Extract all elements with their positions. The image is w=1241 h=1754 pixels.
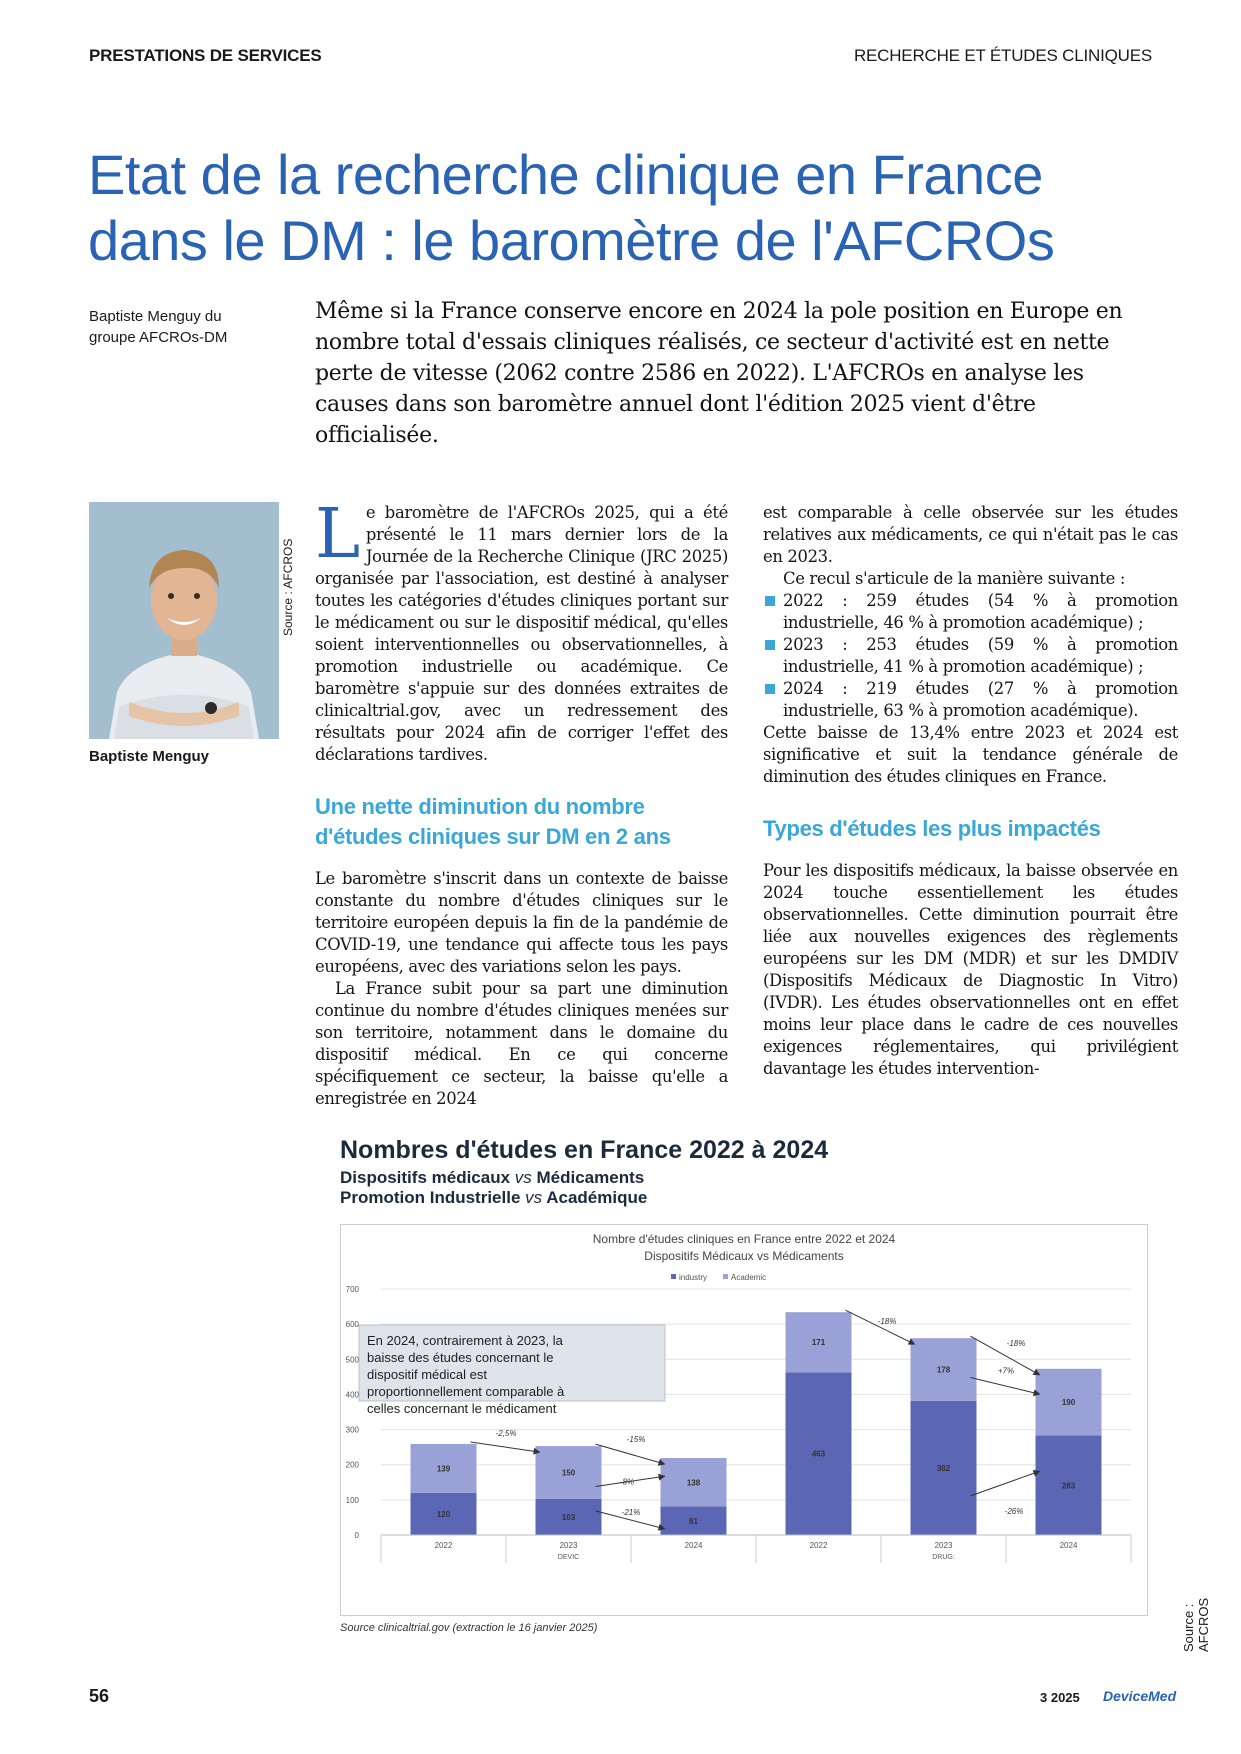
trend-percent-label: -8%	[619, 1477, 635, 1487]
x-tick-label: 2022	[434, 1541, 453, 1550]
bar-value-label: 382	[936, 1463, 951, 1473]
x-tick-label: 2024	[684, 1541, 703, 1550]
y-tick-label: 300	[345, 1425, 359, 1435]
author-portrait-image	[89, 502, 279, 739]
y-tick-label: 400	[345, 1390, 359, 1400]
magazine-brand: DeviceMed	[1103, 1688, 1177, 1704]
legend-swatch	[723, 1274, 728, 1279]
trend-percent-label: -18%	[1006, 1339, 1026, 1349]
bullet-text: 2023 : 253 études (59 % à promotion industrielle, 41 % à promotion académique) ;	[783, 635, 1178, 676]
subtitle-vs: vs	[514, 1168, 532, 1187]
legend-swatch	[671, 1274, 676, 1279]
body-paragraph: Cette baisse de 13,4% entre 2023 et 2024 est significative et suit la tendance générale de diminution des études cliniques en France.	[763, 723, 1178, 786]
subtitle-text: Médicaments	[531, 1168, 645, 1187]
x-group-label: DRUG:	[932, 1554, 955, 1561]
chart-source: Source clinicaltrial.gov (extraction le 16 janvier 2025)	[340, 1622, 598, 1634]
bullet-text: 2022 : 259 études (54 % à promotion industrielle, 46 % à promotion académique) ;	[783, 591, 1178, 632]
bar-value-label: 139	[436, 1464, 451, 1474]
subtitle-vs: vs	[525, 1188, 543, 1207]
callout-text-line: proportionnellement comparable à	[367, 1384, 565, 1399]
author-photo	[89, 502, 279, 739]
bar-value-label: 81	[689, 1516, 698, 1526]
bullet-square-icon	[765, 684, 775, 694]
trend-percent-label: -18%	[877, 1317, 897, 1327]
trend-arrow	[846, 1310, 915, 1344]
bullet-item	[763, 634, 1178, 678]
bullet-text: 2024 : 219 études (27 % à promotion industrielle, 63 % à promotion académique).	[783, 679, 1178, 720]
trend-arrow	[596, 1444, 665, 1464]
bar-value-label: 103	[561, 1512, 576, 1522]
callout-text-line: celles concernant le médicament	[367, 1401, 557, 1416]
y-tick-label: 100	[345, 1495, 359, 1505]
trend-arrow	[971, 1377, 1040, 1394]
issue-number: 3 2025	[1040, 1690, 1080, 1705]
title-line-2: dans le DM : le baromètre de l'AFCROs	[88, 209, 1055, 272]
trend-percent-label: -21%	[621, 1507, 641, 1517]
bullet-item	[763, 590, 1178, 634]
subtitle-text: Dispositifs médicaux	[340, 1168, 515, 1187]
legend-label: Academic	[731, 1273, 767, 1282]
trend-arrow	[471, 1442, 540, 1452]
callout-text-line: dispositif médical est	[367, 1367, 487, 1382]
y-tick-label: 500	[345, 1355, 359, 1365]
chart-credit: Source : AFCROS	[1181, 1597, 1211, 1652]
bullet-square-icon	[765, 596, 775, 606]
body-paragraph: Pour les dispositifs médicaux, la baisse observée en 2024 touche essentiellement les études observationnelles. Cette diminution pourrait être liée aux nouvelles exigences des règlements européens sur les DM (MDR) et sur les DMDIV (Dispositifs Médicaux de Diagnostic In Vitro) (IVDR). Les études observationnelles ont en effet moins leur place dans le cadre de ces nouvelles exigences réglementaires, qui privilégient davantage les études intervention-	[763, 861, 1178, 1078]
x-group-label: DEVIC	[557, 1554, 580, 1561]
body-column-2	[763, 502, 1178, 1080]
trend-percent-label: -26%	[1004, 1506, 1024, 1516]
subtitle-text: Promotion Industrielle	[340, 1188, 526, 1207]
stacked-bar-chart	[341, 1225, 1147, 1615]
bullet-item	[763, 678, 1178, 722]
bar-value-label: 138	[686, 1478, 701, 1488]
subheading-2: Types d'études les plus impactés	[763, 816, 1101, 841]
x-tick-label: 2023	[559, 1541, 578, 1550]
section-label-left: PRESTATIONS DE SERVICES	[89, 46, 322, 65]
chart-subtitle: Dispositifs Médicaux vs Médicaments	[644, 1249, 844, 1263]
y-tick-label: 700	[345, 1285, 359, 1294]
subheading-1: Une nette diminution du nombre d'études cliniques sur DM en 2 ans	[315, 794, 671, 849]
byline-line-1: Baptiste Menguy du	[89, 308, 222, 325]
bar-value-label: 150	[561, 1468, 576, 1478]
subtitle-text: Académique	[542, 1188, 648, 1207]
trend-percent-label: +7%	[997, 1366, 1015, 1376]
trend-percent-label: -15%	[626, 1435, 646, 1445]
photo-credit: Source : AFCROS	[281, 538, 295, 636]
paragraph-text: e baromètre de l'AFCROs 2025, qui a été présenté le 11 mars dernier lors de la Journée de la Recherche Clinique (JRC 2025) organisée par l'association, est destiné à analyser toutes les catégories d'études cliniques portant sur le médicament ou sur le dispositif médical, qu'elles soient interventionnelles ou observationnelles, à promotion industrielle ou académique. Ce baromètre s'appuie sur des données extraites de clinicaltrial.gov, avec un redressement des résultats pour 2024 afin de corriger l'effet des déclarations tardives.	[315, 503, 728, 764]
chart-frame	[340, 1224, 1148, 1616]
title-line-1: Etat de la recherche clinique en France	[88, 143, 1043, 206]
body-paragraph: La France subit pour sa part une diminution continue du nombre d'études cliniques menées sur son territoire, notamment dans le domaine du dispositif médical. En ce qui concerne spécifiquement ce secteur, la baisse qu'elle a enregistrée en 2024	[315, 979, 728, 1108]
callout-text-line: En 2024, contrairement à 2023, la	[367, 1333, 563, 1348]
bar-value-label: 120	[436, 1509, 451, 1519]
body-paragraph: est comparable à celle observée sur les études relatives aux médicaments, ce qui n'était pas le cas en 2023.	[763, 503, 1178, 566]
trend-percent-label: -2,5%	[495, 1428, 517, 1438]
section-label-right: RECHERCHE ET ÉTUDES CLINIQUES	[853, 46, 1152, 65]
bar-value-label: 190	[1061, 1398, 1076, 1408]
y-tick-label: 200	[345, 1460, 359, 1470]
figure-subtitle-1	[340, 1168, 644, 1188]
byline-line-2: groupe AFCROs-DM	[89, 329, 228, 346]
bar-value-label: 178	[936, 1365, 951, 1375]
bar-value-label: 171	[811, 1338, 826, 1348]
bar-value-label: 463	[811, 1449, 826, 1459]
body-column-1	[315, 495, 728, 1110]
author-byline	[89, 306, 269, 348]
body-paragraph: Le baromètre s'inscrit dans un contexte de baisse constante du nombre d'études cliniques sur le territoire européen depuis la fin de la pandémie de COVID-19, une tendance qui affecte tous les pays européens, avec des variations selon les pays.	[315, 869, 728, 976]
page-number: 56	[89, 1686, 110, 1706]
photo-caption: Baptiste Menguy	[89, 748, 210, 765]
legend-label: industry	[679, 1273, 708, 1282]
body-paragraph	[315, 495, 728, 766]
lead-paragraph: Même si la France conserve encore en 2024 la pole position en Europe en nombre total d'essais cliniques réalisés, ce secteur d'activité est en nette perte de vitesse (2062 contre 2586 en 2022). L'AFCROs en analyse les causes dans son baromètre annuel dont l'édition 2025 vient d'être officialisée.	[315, 299, 1123, 448]
y-tick-label: 0	[354, 1531, 359, 1540]
body-paragraph: Ce recul s'articule de la manière suivante :	[783, 569, 1126, 588]
figure-title: Nombres d'études en France 2022 à 2024	[340, 1136, 829, 1164]
x-tick-label: 2023	[934, 1541, 953, 1550]
drop-cap: L	[315, 495, 360, 574]
callout-text-line: baisse des études concernant le	[367, 1350, 554, 1365]
bar-value-label: 283	[1061, 1481, 1076, 1491]
trend-arrow	[971, 1471, 1040, 1496]
bullet-square-icon	[765, 640, 775, 650]
y-tick-label: 600	[345, 1320, 359, 1330]
figure-subtitle-2	[340, 1188, 647, 1208]
chart-title: Nombre d'études cliniques en France entre 2022 et 2024	[592, 1232, 896, 1246]
x-tick-label: 2024	[1059, 1541, 1078, 1550]
x-tick-label: 2022	[809, 1541, 828, 1550]
article-title	[88, 142, 1168, 274]
